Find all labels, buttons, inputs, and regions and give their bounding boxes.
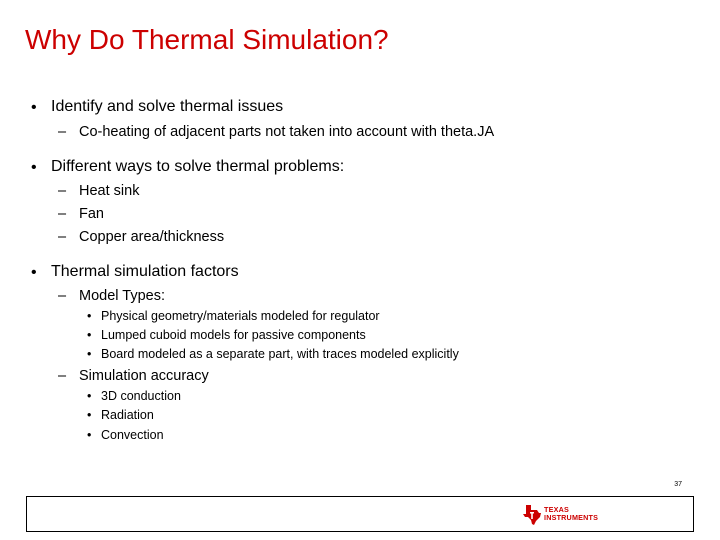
small-bullet-marker: • [87, 309, 92, 323]
dash-marker: – [58, 183, 67, 199]
logo-wordmark [544, 506, 598, 523]
small-bullet-marker: • [87, 347, 92, 361]
texas-instruments-logo [522, 504, 614, 526]
dash-marker: – [58, 288, 67, 304]
sub-sub-bullet-item: Lumped cuboid models for passive components [101, 328, 366, 342]
bullet-item: Thermal simulation factors [51, 263, 239, 280]
sub-sub-bullet-item: 3D conduction [101, 389, 181, 403]
logo-line2: INSTRUMENTS [544, 513, 599, 523]
small-bullet-marker: • [87, 428, 92, 442]
dash-marker: – [58, 368, 67, 384]
bullet-marker: • [31, 159, 37, 176]
sub-sub-bullet-item: Board modeled as a separate part, with traces modeled explicitly [101, 347, 459, 361]
dash-marker: – [58, 229, 67, 245]
bullet-marker: • [31, 99, 37, 116]
dash-marker: – [58, 124, 67, 140]
small-bullet-marker: • [87, 408, 92, 422]
sub-bullet-item: Copper area/thickness [79, 229, 225, 245]
page-number: 37 [674, 481, 682, 488]
small-bullet-marker: • [87, 389, 92, 403]
sub-bullet-item: Heat sink [79, 183, 140, 199]
sub-sub-bullet-item: Physical geometry/materials modeled for regulator [101, 309, 380, 323]
sub-bullet-item: Simulation accuracy [79, 368, 209, 384]
sub-bullet-item: Fan [79, 206, 104, 222]
small-bullet-marker: • [87, 328, 92, 342]
bullet-item: Identify and solve thermal issues [51, 98, 284, 115]
bullet-item: Different ways to solve thermal problems: [51, 158, 345, 175]
sub-sub-bullet-item: Convection [101, 428, 164, 442]
bullet-marker: • [31, 264, 37, 281]
sub-sub-bullet-item: Radiation [101, 408, 154, 422]
sub-bullet-item: Model Types: [79, 288, 165, 304]
logo-line1: TEXAS [544, 505, 569, 514]
texas-state-icon [522, 504, 542, 526]
slide-title: Why Do Thermal Simulation? [25, 24, 389, 55]
dash-marker: – [58, 206, 67, 222]
sub-bullet-item: Co-heating of adjacent parts not taken into account with theta.JA [79, 124, 495, 140]
